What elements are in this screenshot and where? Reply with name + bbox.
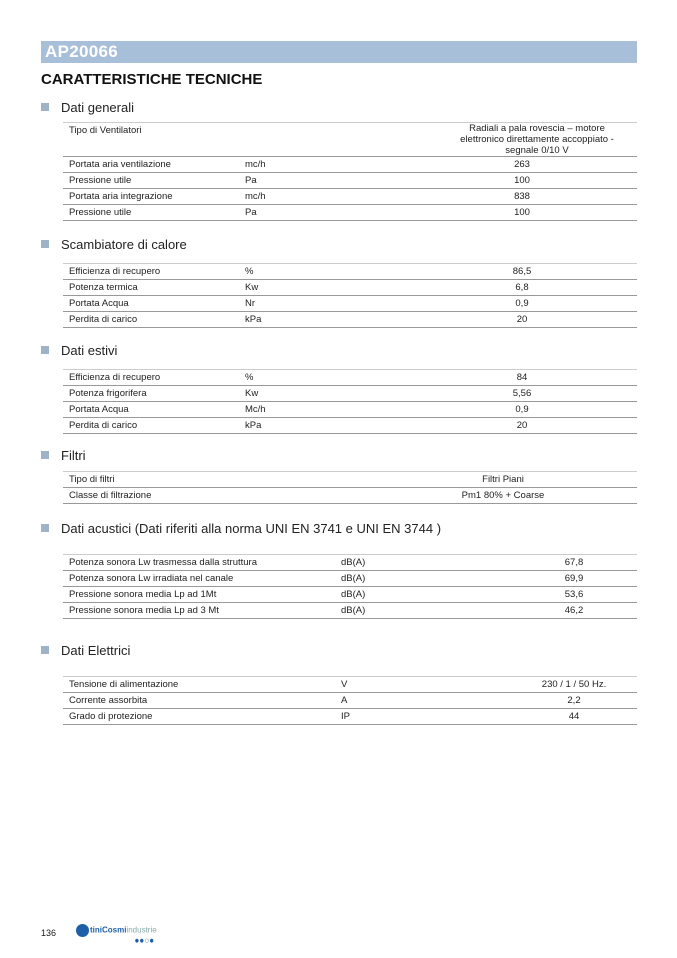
cell-label: Efficienza di recupero [63,264,239,280]
cell-label: Perdita di carico [63,418,239,434]
cell-unit: IP [335,709,511,725]
cell-label: Grado di protezione [63,709,335,725]
cell-value: 20 [407,418,637,434]
section-heading [41,643,130,658]
cell-unit: % [239,370,407,386]
cell-unit: kPa [239,312,407,328]
cell-label: Efficienza di recupero [63,370,239,386]
bullet-square-icon [41,524,49,532]
table-row [63,418,637,434]
cell-value: Pm1 80% + Coarse [369,488,637,504]
cell-label: Tensione di alimentazione [63,677,335,693]
cell-unit: A [335,693,511,709]
table-row [63,555,637,571]
cell-unit: Nr [239,296,407,312]
spec-table [63,471,637,504]
cell-value: 53,6 [511,587,637,603]
cell-label: Tipo di Ventilatori [63,123,239,157]
product-code-bar [41,41,637,63]
cell-value: 100 [407,173,637,189]
table-row [63,205,637,221]
logo-dots: ●●○● [135,938,155,944]
section-heading-text: Dati Elettrici [61,643,131,658]
table-row [63,157,637,173]
cell-value: 838 [407,189,637,205]
table-row [63,312,637,328]
cell-unit: % [239,264,407,280]
table-row [63,280,637,296]
table-row [63,370,637,386]
table-row [63,472,637,488]
page-title: CARATTERISTICHE TECNICHE [41,71,263,88]
table-row [63,693,637,709]
brand-logo: tiniCosmiindustrie [76,924,157,937]
cell-value: 2,2 [511,693,637,709]
cell-unit: mc/h [239,157,407,173]
table-row [63,264,637,280]
cell-unit: dB(A) [335,587,511,603]
cell-label: Potenza sonora Lw irradiata nel canale [63,571,335,587]
cell-unit: Mc/h [239,402,407,418]
cell-value: 0,9 [407,402,637,418]
table-row [63,296,637,312]
cell-label: Portata aria integrazione [63,189,239,205]
cell-value: Radiali a pala rovescia – motore elettronico direttamente accoppiato - segnale 0/10 V [407,123,637,157]
cell-unit: V [335,677,511,693]
cell-label: Portata Acqua [63,402,239,418]
bullet-square-icon [41,346,49,354]
cell-label: Pressione utile [63,205,239,221]
cell-label: Corrente assorbita [63,693,335,709]
spec-table [63,263,637,328]
cell-label: Pressione sonora media Lp ad 3 Mt [63,603,335,619]
cell-label: Tipo di filtri [63,472,369,488]
cell-value: Filtri Piani [369,472,637,488]
table-row [63,488,637,504]
cell-unit: dB(A) [335,555,511,571]
cell-value: 86,5 [407,264,637,280]
spec-table [63,676,637,725]
cell-label: Perdita di carico [63,312,239,328]
bullet-square-icon [41,451,49,459]
cell-label: Portata aria ventilazione [63,157,239,173]
cell-value: 44 [511,709,637,725]
section-heading-text: Filtri [61,448,86,463]
cell-value: 0,9 [407,296,637,312]
cell-unit: dB(A) [335,571,511,587]
cell-label: Pressione utile [63,173,239,189]
spec-table [63,369,637,434]
product-code: AP20066 [45,42,118,61]
cell-unit: Pa [239,205,407,221]
section-heading [41,521,441,536]
cell-label: Pressione sonora media Lp ad 1Mt [63,587,335,603]
cell-unit: kPa [239,418,407,434]
cell-value: 6,8 [407,280,637,296]
table-row [63,123,637,157]
cell-value: 100 [407,205,637,221]
section-heading [41,100,134,115]
cell-value: 69,9 [511,571,637,587]
cell-label: Potenza frigorifera [63,386,239,402]
cell-label: Potenza termica [63,280,239,296]
table-row [63,173,637,189]
table-row [63,402,637,418]
cell-unit: Pa [239,173,407,189]
table-row [63,386,637,402]
table-row [63,677,637,693]
table-row [63,571,637,587]
cell-value: 230 / 1 / 50 Hz. [511,677,637,693]
section-heading [41,343,117,358]
cell-unit [239,123,407,157]
table-row [63,603,637,619]
section-heading-text: Dati estivi [61,343,118,358]
cell-label: Portata Acqua [63,296,239,312]
section-heading-text: Scambiatore di calore [61,237,187,252]
table-row [63,189,637,205]
cell-unit: mc/h [239,189,407,205]
cell-unit: Kw [239,280,407,296]
section-heading-text: Dati generali [61,100,134,115]
cell-unit: Kw [239,386,407,402]
section-heading [41,237,187,252]
bullet-square-icon [41,240,49,248]
page-number: 136 [41,928,57,938]
section-heading-text: Dati acustici (Dati riferiti alla norma UNI EN 3741 e UNI EN 3744 ) [61,521,442,536]
cell-value: 20 [407,312,637,328]
cell-value: 67,8 [511,555,637,571]
bullet-square-icon [41,103,49,111]
cell-value: 5,56 [407,386,637,402]
cell-value: 263 [407,157,637,173]
spec-table [63,554,637,619]
cell-label: Potenza sonora Lw trasmessa dalla struttura [63,555,335,571]
cell-unit: dB(A) [335,603,511,619]
table-row [63,709,637,725]
cell-label: Classe di filtrazione [63,488,369,504]
table-row [63,587,637,603]
bullet-square-icon [41,646,49,654]
cell-value: 46,2 [511,603,637,619]
section-heading [41,448,86,463]
spec-table [63,122,637,221]
cell-value: 84 [407,370,637,386]
